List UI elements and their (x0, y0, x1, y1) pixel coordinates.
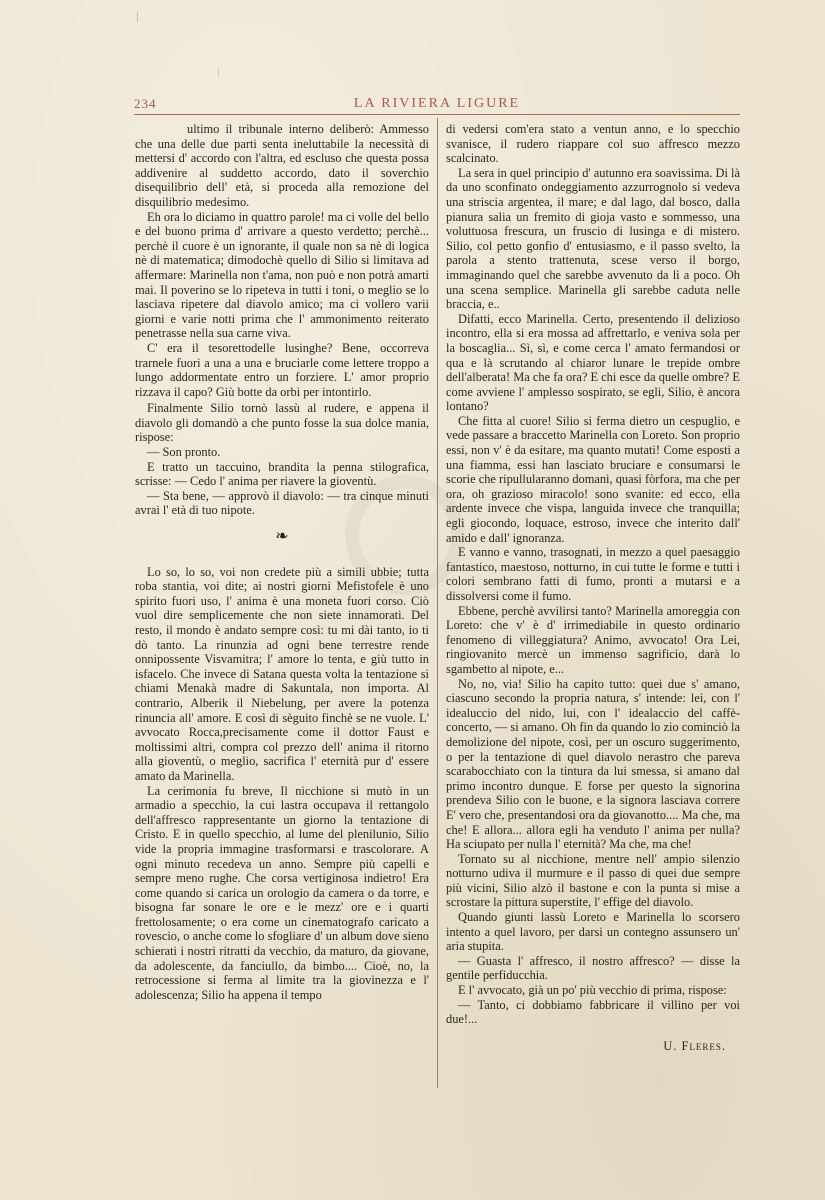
paragraph: Finalmente Silio tornò lassù al rudere, e appena il diavolo gli domandò a che punto fosse la sua dolce mania, rispose: (135, 401, 429, 445)
paragraph: La cerimonia fu breve, Il nicchione si mutò in un armadio a specchio, la cui lastra occupava il rettangolo dell'affresco rappresentante un giorno la tentazione di Cristo. E in quello specchio, al lume del plenilunio, Silio vide la propria immagine trasformarsi e trascolorare. A ogni minuto recedeva un anno. Sempre più capelli e sempre meno rughe. Che corsa vertiginosa indietro! Era come quando si carica un orologio da camera o da torre, e bisogna far sonare le ore e le mezz' ore e i quarti frettolosamente; o era come un cinematografo caricato a rovescio, o anche come lo sfogliare d' un album dove sieno schierati i nostri ritratti da vecchio, da maturo, da giovane, da adolescente, da fanciullo, da bimbo.... Cioè, no, la retrocessione si ferma al limite tra la giovinezza e l' adolescenza; Silio ha appena il tempo (135, 783, 429, 1002)
paragraph: Quando giunti lassù Loreto e Marinella lo scorsero intento a quel lavoro, per darsi un contegno assunsero un' aria stupita. (446, 910, 740, 954)
paragraph: — Sta bene, — approvò il diavolo: — tra cinque minuti avrai l' età di tuo nipote. (135, 488, 429, 518)
right-column (446, 122, 740, 1053)
paragraph: Tornato su al nicchione, mentre nell' ampio silenzio notturno udiva il murmure e il passo di quei due sempre più vicini, Silio alzò il bastone e con la punta si mise a scrostare la pittura superstite, l' effige del diavolo. (446, 851, 740, 910)
paragraph: E vanno e vanno, trasognati, in mezzo a quel paesaggio fantastico, maestoso, notturno, in cui tutte le forme e tutti i colori sembrano fatti di fumo, pronti a mutarsi e a dissolversi come il fumo. (446, 545, 740, 603)
paragraph: — Tanto, ci dobbiamo fabbricare il villino per voi due!... (446, 997, 740, 1027)
header-rule (134, 114, 740, 115)
paragraph: — Son pronto. (147, 445, 221, 460)
paragraph: Difatti, ecco Marinella. Certo, presentendo il delizioso incontro, ella si era mossa ad affrettarlo, e veniva sola per la boscaglia... Sì, sì, e come cerca l' amato fermandosi or qua e là scrutando al chiaror lunare le trepide ombre dell'alberata! Ma che fa ora? E chi esce da quelle ombre? E come avviene l' amplesso sospirato, se egli, Silio, è ancora lontano? (446, 311, 740, 414)
paragraph: La sera in quel principio d' autunno era soavissima. Di là da uno sconfinato ondeggiamento azzurrognolo si vedeva una striscia argentea, il mare; e dal lago, dal bosco, dalla pianura salia un fremito di gioja vasto e sommesso, una voluttuosa frescura, un fruscio di lusinga e di mistero. Silio, col petto gonfio d' entusiasmo, e il passo svelto, la parola a stento trattenuta, scese verso il borgo, immaginando quel che sarebbe avvenuto da lì a poco. Oh una scena semplice. Marinella gli sarebbe caduta nelle braccia, e.. (446, 165, 740, 312)
paragraph: di vedersi com'era stato a ventun anno, e lo specchio svanisce, il rudero riappare col suo affresco mezzo scalcinato. (446, 122, 740, 166)
left-column (135, 122, 429, 1002)
section-ornament: ❧ (275, 528, 289, 546)
running-header (134, 96, 740, 116)
paragraph: Che fitta al cuore! Silio si ferma dietro un cespuglio, e vede passare a braccetto Marinella con Loreto. Son proprio essi, non v' è da esitare, ma quanto mutati! Come esposti a una fiamma, essi han lasciato bruciare e consumarsi le scorie che ripullularanno domani, quasi fòrfora, ma che per ora, oh grazioso miracolo! sono svanite: ed ecco, ella ardente invece che vispa, languida invece che tranquilla; egli giocondo, loquace, estroso, invece che interito dall' amido e dall' ignoranza. (446, 413, 740, 545)
paragraph: Ebbene, perchè avvilirsi tanto? Marinella amoreggia con Loreto: che v' è d' irrimediabile in questo ordinario fenomeno di villeggiatura? Animo, avvocato! Ora Lei, ringiovanito mercè un immenso sagrificio, darà lo sgambetto al nipote, e... (446, 603, 740, 676)
paragraph: C' era il tesorettodelle lusinghe? Bene, occorreva trarnele fuori a una a una e bruciarle come lettere troppo a lungo addormentate entro un forziere. L' amor proprio rizzava il capo? Giù botte da orbi per intontirlo. (135, 340, 429, 399)
page-number: 234 (134, 96, 157, 111)
column-divider (437, 118, 438, 1088)
paragraph: — Guasta l' affresco, il nostro affresco? — disse la gentile perfiducchia. (446, 953, 740, 983)
paragraph: ultimo il tribunale interno deliberò: Ammesso che una delle due parti senta ineluttabile la necessità di mettersi d' accordo con l'altra, ed escluso che questa possa addivenire al suddetto accordo, dato il soverchio disequilibrio dell' età, si proceda alla remozione del disquilibrio medesimo. (135, 122, 429, 209)
running-title: LA RIVIERA LIGURE (353, 96, 521, 111)
author-signature: U. Fleres. (663, 1038, 726, 1053)
paragraph: Eh ora lo diciamo in quattro parole! ma ci volle del bello e del buono prima d' arrivare a questo verdetto; perchè... perchè il cuore è un ignorante, il quale non sa nè di logica nè di matematica; dimodochè quello di Silio si limitava ad affermare: Marinella non t'ama, non può e non potrà amarti mai. Il poverino se lo ripeteva in tutti i toni, o meglio se lo lasciava ripetere dal diavolo amico; ma ci vollero varii giorni e varie notti prima che l' ammonimento reiterato penetrasse nella sua carne viva. (135, 209, 429, 341)
paper-mark (218, 68, 219, 77)
paragraph: E tratto un taccuino, brandita la penna stilografica, scrisse: — Cedo l' anima per riavere la gioventù. (135, 459, 429, 489)
paragraph: E l' avvocato, già un po' più vecchio di prima, rispose: (458, 983, 727, 998)
paragraph: No, no, via! Silio ha capito tutto: quei due s' amano, ciascuno secondo la propria natura, s' intende: lei, con l' idealuccio del nido, lui, con l' idealaccio del caffè-concerto, — si amano. Oh fin da quando lo zio cominciò la demolizione del nipote, così, per un oscuro suggerimento, o per la tentazione di quel diavolo nerastro che pareva scarabocchiato con la tintura da lui smessa, si amano dal primo incontro dunque. E forse per questo la signorina prendeva Silio con le buone, e la signora lasciava correre E' vero che, presentandosi ora da giovanotto.... Ma che, ma che! E allora... allora egli ha venduto l' anima per nulla? Ha sciupato per nulla l' eternità? Ma che, ma che! (446, 676, 740, 852)
paper-mark (137, 12, 138, 22)
paragraph: Lo so, lo so, voi non credete più a simili ubbie; tutta roba stantia, voi dite; ai nostri giorni Mefistofele è uno spirito fuori uso, l' anima è una moneta fuori corso. Ciò vuol dire semplicemente che non siete innamorati. Del resto, il mondo è andato sempre così: tu mi dài tanto, io ti dò tanto. La rinunzia ad ogni bene terrestre rende onnipossente Visvamitra; l' amore lo tenta, e giù tutto in isfacelo. Che invece di Satana questa volta la tentazione si chiami Menakà madre di Sakuntala, non importa. Al contrario, Alberik il Niebelung, per avere la potenza rinuncia all' amore. E così di sèguito finchè se ne vuole. L' avvocato Rocca,precisamente come il dottor Faust e moltissimi altri, compra col prezzo dell' anima il ritorno alla gioventù, o meglio, sacrifica l' eternità pur d' essere amato da Marinella. (135, 564, 429, 783)
